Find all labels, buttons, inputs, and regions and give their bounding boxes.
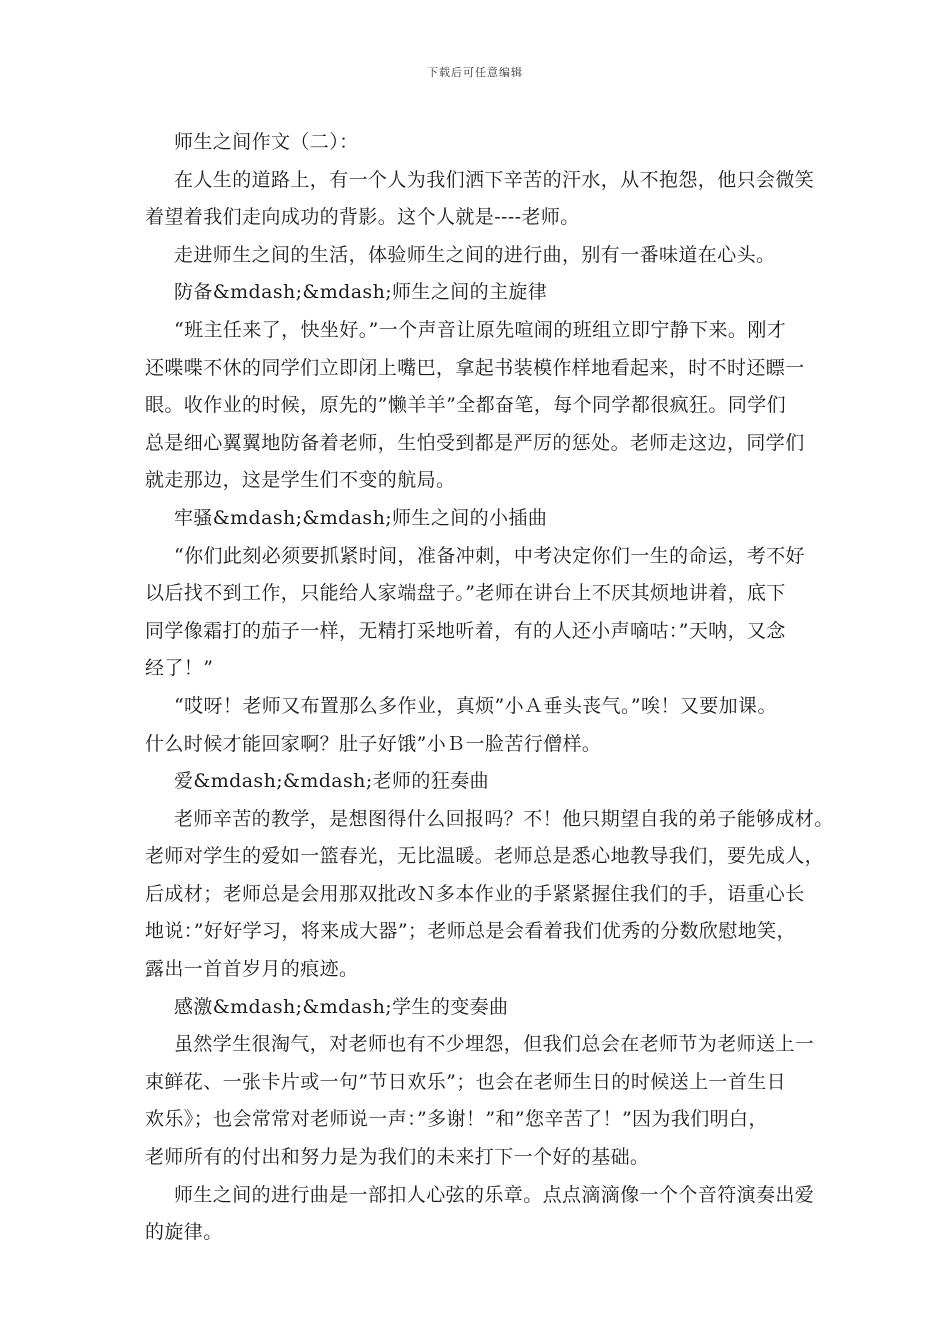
- text-line: 什么时候才能回家啊？肚子好饿”小Ｂ一脸苦行僧样。: [145, 732, 602, 755]
- text-line: 同学像霜打的茄子一样，无精打采地听着，有的人还小声嘀咕：”天呐，又念: [145, 619, 786, 642]
- text-line: 眼。收作业的时候，原先的”懒羊羊”全都奋笔，每个同学都很疯狂。同学们: [145, 394, 787, 417]
- text-line: 以后找不到工作，只能给人家端盘子。”老师在讲台上不厌其烦地讲着，底下: [145, 582, 786, 605]
- text-line: 老师辛苦的教学，是想图得什么回报吗？不！他只期望自我的弟子能够成材。: [174, 807, 834, 830]
- text-line: 感激&mdash;&mdash;学生的变奏曲: [174, 995, 509, 1018]
- text-line: “你们此刻必须要抓紧时间，准备冲刺，中考决定你们一生的命运，考不好: [174, 544, 805, 567]
- text-line: 防备&mdash;&mdash;师生之间的主旋律: [174, 281, 548, 304]
- page-header: 下载后可任意编辑: [427, 66, 523, 79]
- text-line: 老师对学生的爱如一篮春光，无比温暖。老师总是悉心地教导我们，要先成人，: [145, 845, 825, 868]
- text-line: 师生之间作文（二）：: [174, 131, 359, 153]
- text-line: 经了！”: [145, 657, 214, 680]
- text-line: 总是细心翼翼地防备着老师，生怕受到都是严厉的惩处。老师走这边，同学们: [145, 431, 805, 454]
- text-line: 爱&mdash;&mdash;老师的狂奏曲: [174, 770, 490, 793]
- text-line: 的旋律。: [145, 1221, 223, 1244]
- text-line: “班主任来了，快坐好。”一个声音让原先喧闹的班组立即宁静下来。刚才: [174, 318, 787, 341]
- text-line: 着望着我们走向成功的背影。这个人就是----老师。: [145, 206, 580, 229]
- text-line: “哎呀！老师又布置那么多作业，真烦”小Ａ垂头丧气。”唉！又要加课。: [174, 694, 777, 717]
- essay-body: [145, 124, 834, 1252]
- text-line: 还喋喋不休的同学们立即闭上嘴巴，拿起书装模作样地看起来，时不时还瞟一: [145, 356, 805, 379]
- text-line: 就走那边，这是学生们不变的航局。: [145, 469, 456, 492]
- text-line: 欢乐》；也会常常对老师说一声：”多谢！”和”您辛苦了！”因为我们明白，: [145, 1108, 768, 1131]
- text-line: 走进师生之间的生活，体验师生之间的进行曲，别有一番味道在心头。: [174, 243, 776, 266]
- text-line: 虽然学生很淘气，对老师也有不少埋怨，但我们总会在老师节为老师送上一: [174, 1033, 815, 1056]
- text-line: 露出一首首岁月的痕迹。: [145, 958, 359, 981]
- text-line: 牢骚&mdash;&mdash;师生之间的小插曲: [174, 506, 548, 529]
- text-line: 老师所有的付出和努力是为我们的未来打下一个好的基础。: [145, 1146, 650, 1169]
- text-line: 在人生的道路上，有一个人为我们洒下辛苦的汗水，从不抱怨，他只会微笑: [174, 168, 815, 191]
- text-line: 地说：”好好学习，将来成大器”；老师总是会看着我们优秀的分数欣慰地笑，: [145, 920, 796, 943]
- text-line: 后成材；老师总是会用那双批改Ｎ多本作业的手紧紧握住我们的手，语重心长: [145, 882, 805, 905]
- text-line: 束鲜花、一张卡片或一句”节日欢乐”；也会在老师生日的时候送上一首生日: [145, 1070, 787, 1093]
- text-line: 师生之间的进行曲是一部扣人心弦的乐章。点点滴滴像一个个音符演奏出爱: [174, 1183, 815, 1206]
